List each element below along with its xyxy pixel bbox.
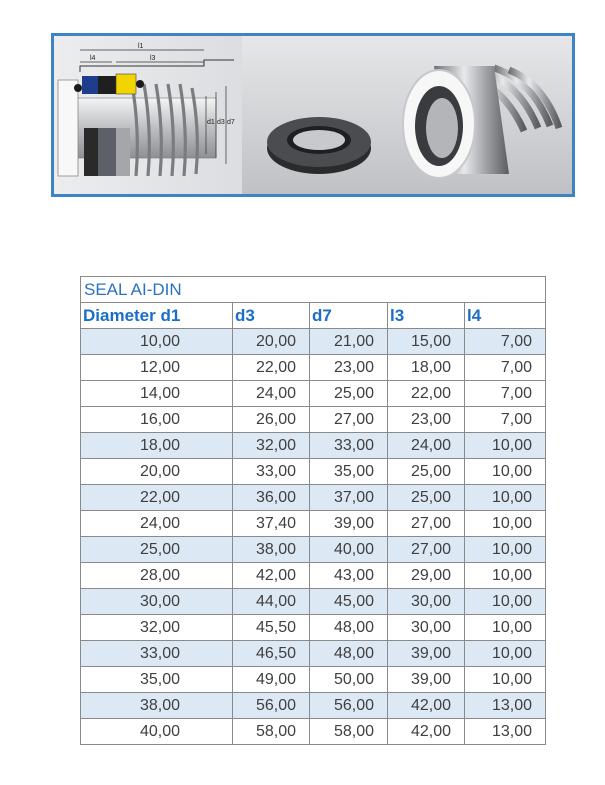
cell-l4: 7,00 — [465, 381, 546, 407]
cell-l3: 39,00 — [388, 641, 465, 667]
cell-d3: 33,00 — [233, 459, 310, 485]
cell-l3: 39,00 — [388, 667, 465, 693]
cell-d7: 23,00 — [310, 355, 388, 381]
cell-d1: 22,00 — [81, 485, 233, 511]
cell-l3: 24,00 — [388, 433, 465, 459]
cell-d1: 20,00 — [81, 459, 233, 485]
cell-l3: 27,00 — [388, 537, 465, 563]
seal-dimension-table — [80, 276, 546, 745]
product-photo — [242, 36, 572, 194]
cell-d7: 35,00 — [310, 459, 388, 485]
table-row — [81, 459, 546, 485]
table-row — [81, 433, 546, 459]
cell-d1: 32,00 — [81, 615, 233, 641]
cell-l3: 30,00 — [388, 589, 465, 615]
cell-d7: 45,00 — [310, 589, 388, 615]
cell-d7: 25,00 — [310, 381, 388, 407]
cell-l4: 7,00 — [465, 329, 546, 355]
cell-d7: 58,00 — [310, 719, 388, 745]
technical-drawing — [54, 36, 242, 194]
dim-label-l4: l4 — [90, 55, 96, 62]
header-row — [81, 303, 546, 329]
cell-d1: 38,00 — [81, 693, 233, 719]
cell-l3: 25,00 — [388, 485, 465, 511]
header-l3: l3 — [388, 303, 465, 329]
cell-d3: 37,40 — [233, 511, 310, 537]
table-row — [81, 381, 546, 407]
cell-l3: 22,00 — [388, 381, 465, 407]
cell-l3: 25,00 — [388, 459, 465, 485]
cell-d1: 10,00 — [81, 329, 233, 355]
cell-d1: 25,00 — [81, 537, 233, 563]
cell-d3: 36,00 — [233, 485, 310, 511]
cell-d1: 16,00 — [81, 407, 233, 433]
dim-label-d1: d1 — [207, 119, 215, 126]
dim-label-d3: d3 — [217, 119, 225, 126]
seal-figure — [51, 33, 575, 197]
cell-l4: 10,00 — [465, 485, 546, 511]
cell-d1: 30,00 — [81, 589, 233, 615]
cell-l3: 23,00 — [388, 407, 465, 433]
cell-l4: 7,00 — [465, 407, 546, 433]
table-row — [81, 641, 546, 667]
cell-d7: 48,00 — [310, 615, 388, 641]
table-row — [81, 329, 546, 355]
cell-l4: 13,00 — [465, 719, 546, 745]
cell-l4: 10,00 — [465, 537, 546, 563]
cell-l3: 42,00 — [388, 719, 465, 745]
cell-d7: 56,00 — [310, 693, 388, 719]
cell-d3: 56,00 — [233, 693, 310, 719]
header-d3: d3 — [233, 303, 310, 329]
table-row — [81, 615, 546, 641]
cell-d7: 37,00 — [310, 485, 388, 511]
cell-d1: 28,00 — [81, 563, 233, 589]
cell-d1: 33,00 — [81, 641, 233, 667]
dim-label-l1: l1 — [138, 43, 144, 50]
cell-l4: 10,00 — [465, 615, 546, 641]
cell-l4: 10,00 — [465, 667, 546, 693]
seal-illustration — [54, 36, 572, 194]
cell-l4: 7,00 — [465, 355, 546, 381]
table-row — [81, 355, 546, 381]
cell-d3: 22,00 — [233, 355, 310, 381]
cell-l4: 13,00 — [465, 693, 546, 719]
cell-l3: 42,00 — [388, 693, 465, 719]
cell-d7: 50,00 — [310, 667, 388, 693]
header-diameter-d1: Diameter d1 — [81, 303, 233, 329]
table-title: SEAL AI-DIN — [81, 277, 546, 303]
cell-d1: 18,00 — [81, 433, 233, 459]
title-row — [81, 277, 546, 303]
cell-d3: 20,00 — [233, 329, 310, 355]
cell-d3: 44,00 — [233, 589, 310, 615]
cell-d1: 14,00 — [81, 381, 233, 407]
cell-d3: 32,00 — [233, 433, 310, 459]
cell-l3: 27,00 — [388, 511, 465, 537]
cell-d3: 58,00 — [233, 719, 310, 745]
cell-l4: 10,00 — [465, 511, 546, 537]
cell-d3: 24,00 — [233, 381, 310, 407]
cell-d7: 39,00 — [310, 511, 388, 537]
cell-l3: 30,00 — [388, 615, 465, 641]
table-row — [81, 667, 546, 693]
cell-d3: 26,00 — [233, 407, 310, 433]
cell-d7: 33,00 — [310, 433, 388, 459]
cell-d3: 49,00 — [233, 667, 310, 693]
cell-d7: 21,00 — [310, 329, 388, 355]
dim-label-d7: d7 — [227, 119, 235, 126]
table-row — [81, 407, 546, 433]
cell-l4: 10,00 — [465, 459, 546, 485]
table-row — [81, 563, 546, 589]
cell-d3: 42,00 — [233, 563, 310, 589]
table-row — [81, 511, 546, 537]
cell-l4: 10,00 — [465, 563, 546, 589]
table-row — [81, 589, 546, 615]
header-d7: d7 — [310, 303, 388, 329]
cell-d7: 43,00 — [310, 563, 388, 589]
table-row — [81, 719, 546, 745]
cell-d7: 40,00 — [310, 537, 388, 563]
cell-l3: 15,00 — [388, 329, 465, 355]
cell-d3: 45,50 — [233, 615, 310, 641]
cell-l3: 18,00 — [388, 355, 465, 381]
cell-d1: 12,00 — [81, 355, 233, 381]
cell-l4: 10,00 — [465, 433, 546, 459]
table-row — [81, 537, 546, 563]
table-row — [81, 693, 546, 719]
cell-d1: 24,00 — [81, 511, 233, 537]
cell-d1: 35,00 — [81, 667, 233, 693]
cell-l4: 10,00 — [465, 641, 546, 667]
cell-d1: 40,00 — [81, 719, 233, 745]
cell-l3: 29,00 — [388, 563, 465, 589]
cell-d3: 38,00 — [233, 537, 310, 563]
cell-l4: 10,00 — [465, 589, 546, 615]
cell-d7: 48,00 — [310, 641, 388, 667]
cell-d3: 46,50 — [233, 641, 310, 667]
dim-label-l3: l3 — [150, 55, 156, 62]
cell-d7: 27,00 — [310, 407, 388, 433]
table-row — [81, 485, 546, 511]
header-l4: l4 — [465, 303, 546, 329]
